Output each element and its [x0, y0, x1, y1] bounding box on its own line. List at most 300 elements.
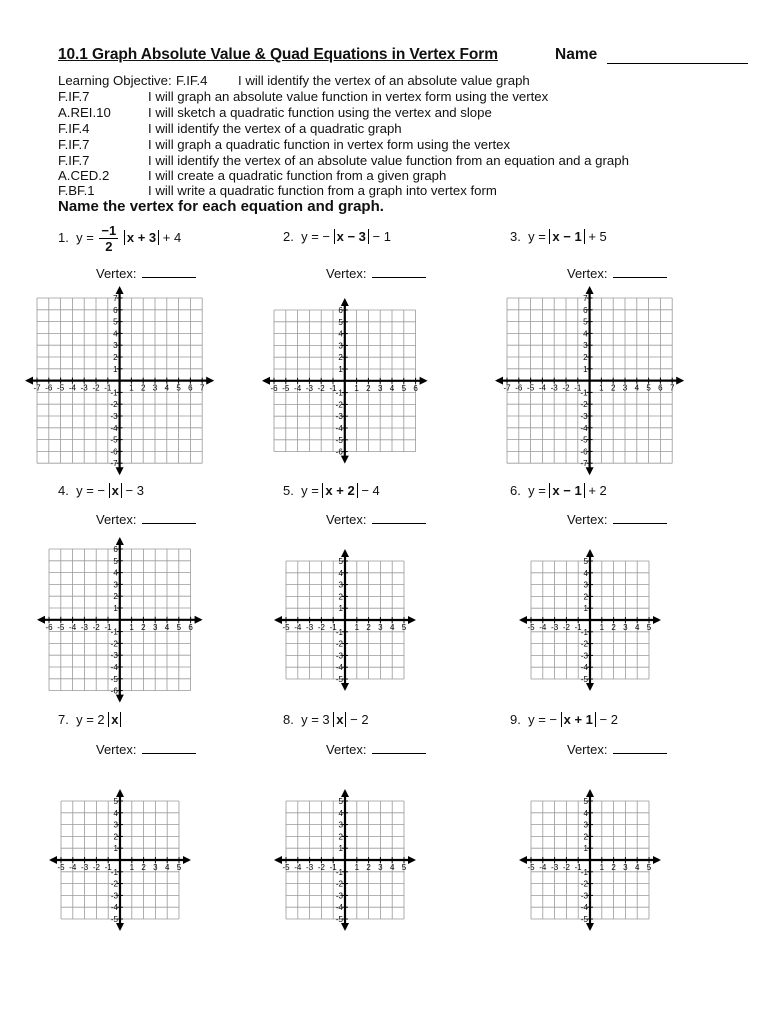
objective-text: I will sketch a quadratic function using the vertex and slope	[148, 105, 492, 120]
y-tick-label: 3	[113, 341, 118, 351]
x-tick-label: 2	[141, 622, 146, 632]
vertex-blank[interactable]	[372, 513, 426, 524]
y-tick-label: -2	[580, 879, 588, 889]
vertex-label: Vertex:	[326, 512, 367, 527]
y-tick-label: -5	[110, 674, 118, 684]
x-tick-label: -1	[104, 622, 112, 632]
arrow-head	[274, 616, 282, 624]
worksheet-title: 10.1 Graph Absolute Value & Quad Equations in Vertex Form	[58, 46, 498, 63]
objective-standard: A.REI.10	[58, 105, 111, 120]
arrow-head	[495, 377, 503, 385]
x-tick-label: 1	[354, 383, 360, 393]
vertex-blank[interactable]	[372, 267, 426, 278]
y-tick-label: 4	[338, 808, 343, 818]
x-tick-label: 2	[611, 383, 616, 393]
y-tick-label: -3	[110, 891, 118, 901]
x-tick-label: -5	[282, 863, 290, 872]
y-tick-label: 1	[113, 844, 118, 854]
x-tick-label: 5	[176, 383, 182, 393]
vertex-label: Vertex:	[326, 266, 367, 281]
vertex-label: Vertex:	[96, 742, 137, 757]
vertex-answer	[326, 742, 426, 757]
y-tick-label: 3	[338, 341, 343, 351]
problem-number: 7.	[58, 712, 69, 727]
problem-equation	[283, 712, 369, 727]
x-tick-label: 1	[129, 622, 135, 632]
y-tick-label: -5	[580, 675, 588, 684]
equation-fraction	[99, 223, 118, 254]
x-tick-label: 2	[366, 863, 371, 872]
y-tick-label: -3	[335, 412, 343, 422]
y-tick-label: 1	[338, 365, 343, 375]
x-tick-label: -1	[574, 383, 582, 393]
y-tick-label: 2	[113, 832, 118, 842]
objective-text: I will identify the vertex of a quadratic graph	[148, 121, 402, 136]
y-tick-label: -1	[335, 388, 343, 398]
arrow-head	[677, 377, 685, 385]
arrow-head	[341, 456, 349, 464]
x-tick-label: 5	[646, 623, 652, 632]
vertex-label: Vertex:	[567, 266, 608, 281]
x-tick-label: -5	[527, 863, 535, 872]
y-tick-label: 2	[113, 592, 118, 602]
x-tick-label: 4	[164, 622, 170, 632]
x-tick-label: -3	[81, 863, 89, 872]
y-tick-label: 6	[338, 306, 343, 316]
vertex-answer	[567, 742, 667, 757]
arrow-head	[116, 789, 124, 797]
y-tick-label: 4	[113, 329, 118, 339]
x-tick-label: 3	[378, 623, 383, 632]
x-tick-label: 7	[200, 383, 205, 393]
x-tick-label: -2	[92, 622, 100, 632]
arrow-head	[408, 616, 416, 624]
equation-suffix: − 2	[599, 712, 618, 727]
objective-text: I will graph a quadratic function in vertex form using the vertex	[148, 137, 511, 152]
y-tick-label: -7	[110, 459, 118, 469]
y-tick-label: -5	[335, 435, 343, 445]
arrow-head	[116, 923, 124, 931]
y-tick-label: 4	[338, 329, 343, 339]
y-tick-label: -6	[110, 447, 118, 457]
x-tick-label: -2	[317, 383, 325, 393]
x-tick-label: -3	[306, 383, 314, 393]
problem-equation	[510, 229, 607, 244]
y-tick-label: -1	[110, 388, 118, 398]
y-tick-label: 3	[583, 820, 588, 830]
x-tick-label: -4	[539, 383, 547, 393]
x-tick-label: 1	[354, 863, 360, 872]
x-tick-label: -5	[57, 622, 65, 632]
equation-prefix: y = −	[528, 712, 557, 727]
y-tick-label: -1	[580, 867, 588, 877]
vertex-blank[interactable]	[613, 743, 667, 754]
y-tick-label: -3	[580, 651, 588, 661]
coordinate-grid[interactable]	[270, 785, 420, 935]
x-tick-label: -1	[574, 623, 582, 632]
x-tick-label: -4	[539, 863, 547, 872]
x-tick-label: 1	[599, 383, 605, 393]
x-tick-label: -4	[69, 863, 77, 872]
problem-number: 4.	[58, 483, 69, 498]
x-tick-label: 1	[599, 863, 605, 872]
arrow-head	[519, 616, 527, 624]
equation-prefix: y = −	[76, 483, 105, 498]
x-tick-label: 1	[129, 383, 135, 393]
equation-suffix: + 4	[162, 229, 182, 245]
y-tick-label: 5	[583, 557, 588, 566]
fraction-denominator: 2	[105, 239, 113, 254]
y-tick-label: 3	[113, 820, 118, 830]
arrow-head	[207, 377, 215, 385]
equation-suffix: + 2	[588, 483, 607, 498]
absolute-value-expression: x	[108, 712, 121, 727]
problem-number: 3.	[510, 229, 521, 244]
objective-standard: A.CED.2	[58, 168, 110, 183]
y-tick-label: 4	[583, 808, 588, 818]
x-tick-label: 4	[164, 383, 170, 393]
y-tick-label: 1	[583, 844, 588, 854]
y-tick-label: 1	[583, 365, 588, 375]
y-tick-label: -1	[580, 388, 588, 398]
y-tick-label: -4	[110, 903, 118, 913]
y-tick-label: -2	[335, 400, 343, 410]
problem-number: 6.	[510, 483, 521, 498]
x-tick-label: -4	[539, 623, 547, 632]
x-tick-label: -3	[81, 383, 89, 393]
y-tick-label: -3	[580, 891, 588, 901]
x-tick-label: -5	[57, 863, 65, 872]
x-tick-label: 3	[153, 863, 158, 872]
equation-suffix: − 2	[350, 712, 369, 727]
problem-number: 5.	[283, 483, 294, 498]
y-tick-label: 5	[338, 317, 343, 327]
equation-suffix: − 4	[361, 483, 380, 498]
y-tick-label: 4	[113, 808, 118, 818]
y-tick-label: -1	[110, 627, 118, 637]
x-tick-label: -3	[81, 622, 89, 632]
equation-prefix: y = 3	[301, 712, 330, 727]
x-tick-label: -2	[562, 383, 570, 393]
fraction-numerator: −1	[101, 223, 117, 238]
y-tick-label: 2	[583, 353, 588, 363]
vertex-label: Vertex:	[326, 742, 367, 757]
arrow-head	[341, 298, 349, 306]
vertex-blank[interactable]	[613, 267, 667, 278]
absolute-value-expression: x − 1	[549, 229, 584, 244]
x-tick-label: 5	[176, 622, 182, 632]
x-tick-label: -3	[551, 863, 559, 872]
x-tick-label: 2	[141, 383, 146, 393]
x-tick-label: 2	[141, 863, 146, 872]
x-tick-label: 3	[378, 863, 383, 872]
x-tick-label: -4	[294, 623, 302, 632]
y-tick-label: 5	[338, 557, 343, 566]
absolute-value-expression: x + 2	[322, 483, 357, 498]
y-tick-label: -5	[110, 915, 118, 924]
y-tick-label: -5	[335, 675, 343, 684]
y-tick-label: 1	[338, 844, 343, 854]
y-tick-label: -2	[110, 400, 118, 410]
vertex-blank[interactable]	[142, 513, 196, 524]
vertex-label: Vertex:	[567, 742, 608, 757]
x-tick-label: 2	[611, 863, 616, 872]
arrow-head	[116, 286, 124, 294]
x-tick-label: -1	[104, 863, 112, 872]
x-tick-label: 2	[366, 383, 371, 393]
absolute-value-expression: x + 3	[124, 230, 159, 245]
x-tick-label: 6	[188, 383, 194, 393]
x-tick-label: 1	[354, 623, 360, 632]
coordinate-grid[interactable]	[33, 533, 207, 707]
y-tick-label: 1	[583, 604, 588, 614]
x-tick-label: -4	[294, 863, 302, 872]
y-tick-label: -2	[335, 879, 343, 889]
x-tick-label: -1	[329, 623, 337, 632]
arrow-head	[274, 856, 282, 864]
y-tick-label: 5	[583, 797, 588, 806]
y-tick-label: -4	[110, 424, 118, 434]
arrow-head	[341, 683, 349, 691]
x-tick-label: 5	[401, 383, 407, 393]
vertex-blank[interactable]	[142, 267, 196, 278]
y-tick-label: 3	[583, 341, 588, 351]
vertex-answer	[326, 266, 426, 281]
y-tick-label: -2	[110, 639, 118, 649]
vertex-answer	[96, 512, 196, 527]
coordinate-grid[interactable]	[21, 282, 218, 479]
arrow-head	[586, 789, 594, 797]
y-tick-label: -6	[335, 447, 343, 457]
x-tick-label: -2	[562, 863, 570, 872]
objective-text: I will write a quadratic function from a graph into vertex form	[148, 183, 497, 198]
arrow-head	[37, 616, 45, 624]
y-tick-label: 4	[113, 568, 118, 578]
coordinate-grid[interactable]	[258, 294, 432, 468]
arrow-head	[341, 789, 349, 797]
x-tick-label: -2	[317, 863, 325, 872]
name-blank[interactable]	[607, 63, 748, 64]
x-tick-label: -6	[270, 383, 278, 393]
problem-number: 2.	[283, 229, 294, 244]
x-tick-label: 6	[658, 383, 664, 393]
y-tick-label: 2	[113, 353, 118, 363]
problem-equation	[58, 223, 181, 254]
x-tick-label: 4	[389, 623, 395, 632]
x-tick-label: 6	[188, 622, 194, 632]
name-label: Name	[555, 46, 598, 63]
coordinate-grid[interactable]	[515, 785, 665, 935]
equation-prefix: y =	[76, 229, 94, 245]
y-tick-label: 1	[338, 604, 343, 614]
arrow-head	[653, 616, 661, 624]
problem-number: 8.	[283, 712, 294, 727]
x-tick-label: -1	[104, 383, 112, 393]
arrow-head	[116, 537, 124, 545]
problem-number: 1.	[58, 229, 69, 245]
x-tick-label: -3	[551, 383, 559, 393]
objective-standard: F.IF.4	[176, 73, 208, 88]
y-tick-label: 6	[583, 306, 588, 316]
y-tick-label: -3	[580, 412, 588, 422]
arrow-head	[341, 549, 349, 557]
y-tick-label: -1	[335, 627, 343, 637]
coordinate-grid[interactable]	[515, 545, 665, 695]
y-tick-label: -4	[335, 903, 343, 913]
vertex-answer	[567, 266, 667, 281]
arrow-head	[341, 923, 349, 931]
y-tick-label: -4	[110, 663, 118, 673]
x-tick-label: -5	[527, 383, 535, 393]
problem-equation	[283, 483, 380, 498]
absolute-value-expression: x − 3	[334, 229, 369, 244]
x-tick-label: -4	[69, 622, 77, 632]
vertex-answer	[96, 742, 196, 757]
y-tick-label: -2	[335, 639, 343, 649]
coordinate-grid[interactable]	[270, 545, 420, 695]
coordinate-grid[interactable]	[491, 282, 688, 479]
objective-standard: F.IF.4	[58, 121, 90, 136]
x-tick-label: -1	[329, 383, 337, 393]
y-tick-label: -3	[335, 651, 343, 661]
y-tick-label: 2	[583, 592, 588, 602]
y-tick-label: -4	[580, 424, 588, 434]
equation-prefix: y = 2	[76, 712, 105, 727]
x-tick-label: 7	[670, 383, 675, 393]
arrow-head	[586, 549, 594, 557]
arrow-head	[420, 377, 428, 385]
y-tick-label: -5	[335, 915, 343, 924]
vertex-answer	[96, 266, 196, 281]
y-tick-label: 2	[583, 832, 588, 842]
x-tick-label: 5	[401, 863, 407, 872]
y-tick-label: -2	[580, 400, 588, 410]
x-tick-label: -2	[317, 623, 325, 632]
x-tick-label: 1	[599, 623, 605, 632]
arrow-head	[116, 468, 124, 476]
problem-equation	[283, 229, 391, 244]
x-tick-label: -2	[562, 623, 570, 632]
absolute-value-expression: x	[333, 712, 346, 727]
y-tick-label: 7	[113, 294, 118, 304]
y-tick-label: 6	[113, 545, 118, 555]
vertex-blank[interactable]	[613, 513, 667, 524]
arrow-head	[49, 856, 57, 864]
problem-equation	[510, 483, 607, 498]
x-tick-label: -3	[306, 623, 314, 632]
objective-standard: F.IF.7	[58, 137, 90, 152]
y-tick-label: -2	[110, 879, 118, 889]
x-tick-label: 3	[623, 623, 628, 632]
problem-equation	[58, 483, 144, 498]
x-tick-label: -1	[574, 863, 582, 872]
y-tick-label: -1	[580, 627, 588, 637]
vertex-label: Vertex:	[567, 512, 608, 527]
vertex-answer	[326, 512, 426, 527]
y-tick-label: -3	[110, 412, 118, 422]
y-tick-label: 2	[338, 353, 343, 363]
y-tick-label: -7	[580, 459, 588, 469]
y-tick-label: -4	[580, 663, 588, 673]
y-tick-label: 4	[338, 568, 343, 578]
x-tick-label: 4	[634, 863, 640, 872]
problem-equation	[58, 712, 121, 727]
equation-prefix: y =	[528, 483, 546, 498]
y-tick-label: 3	[113, 580, 118, 590]
objective-standard: F.BF.1	[58, 183, 95, 198]
objective-text: I will identify the vertex of an absolute value function from an equation and a graph	[148, 153, 629, 168]
arrow-head	[586, 468, 594, 476]
y-tick-label: 1	[113, 604, 118, 614]
y-tick-label: -6	[580, 447, 588, 457]
y-tick-label: 7	[583, 294, 588, 304]
vertex-answer	[567, 512, 667, 527]
arrow-head	[408, 856, 416, 864]
y-tick-label: -4	[335, 424, 343, 434]
y-tick-label: 4	[583, 568, 588, 578]
arrow-head	[116, 695, 124, 703]
y-tick-label: 2	[338, 832, 343, 842]
y-tick-label: -3	[110, 651, 118, 661]
objective-text: I will identify the vertex of an absolute value graph	[238, 73, 530, 88]
x-tick-label: 4	[634, 623, 640, 632]
vertex-blank[interactable]	[142, 743, 196, 754]
objective-text: I will graph an absolute value function in vertex form using the vertex	[148, 89, 549, 104]
x-tick-label: 3	[378, 383, 383, 393]
problem-equation	[510, 712, 618, 727]
x-tick-label: 5	[401, 623, 407, 632]
y-tick-label: 6	[113, 306, 118, 316]
objective-standard: Learning Objective:	[58, 73, 172, 88]
y-tick-label: 2	[338, 592, 343, 602]
x-tick-label: 1	[129, 863, 135, 872]
y-tick-label: 5	[113, 317, 118, 327]
y-tick-label: 5	[583, 317, 588, 327]
x-tick-label: 3	[153, 383, 158, 393]
x-tick-label: 3	[623, 863, 628, 872]
y-tick-label: -4	[580, 903, 588, 913]
x-tick-label: 3	[153, 622, 158, 632]
x-tick-label: -6	[45, 622, 53, 632]
y-tick-label: -5	[580, 915, 588, 924]
x-tick-label: -3	[306, 863, 314, 872]
x-tick-label: -3	[551, 623, 559, 632]
equation-suffix: − 1	[372, 229, 391, 244]
absolute-value-expression: x	[109, 483, 122, 498]
y-tick-label: 3	[583, 580, 588, 590]
x-tick-label: -5	[57, 383, 65, 393]
equation-prefix: y =	[528, 229, 546, 244]
coordinate-grid[interactable]	[45, 785, 195, 935]
x-tick-label: 2	[611, 623, 616, 632]
y-tick-label: -6	[110, 686, 118, 696]
y-tick-label: 1	[113, 365, 118, 375]
x-tick-label: -7	[503, 383, 511, 393]
x-tick-label: 2	[366, 623, 371, 632]
arrow-head	[519, 856, 527, 864]
arrow-head	[183, 856, 191, 864]
x-tick-label: 4	[164, 863, 170, 872]
arrow-head	[586, 923, 594, 931]
arrow-head	[195, 616, 203, 624]
x-tick-label: -2	[92, 383, 100, 393]
arrow-head	[653, 856, 661, 864]
y-tick-label: 5	[113, 556, 118, 566]
vertex-blank[interactable]	[372, 743, 426, 754]
y-tick-label: 5	[338, 797, 343, 806]
x-tick-label: -6	[515, 383, 523, 393]
y-tick-label: -4	[335, 663, 343, 673]
